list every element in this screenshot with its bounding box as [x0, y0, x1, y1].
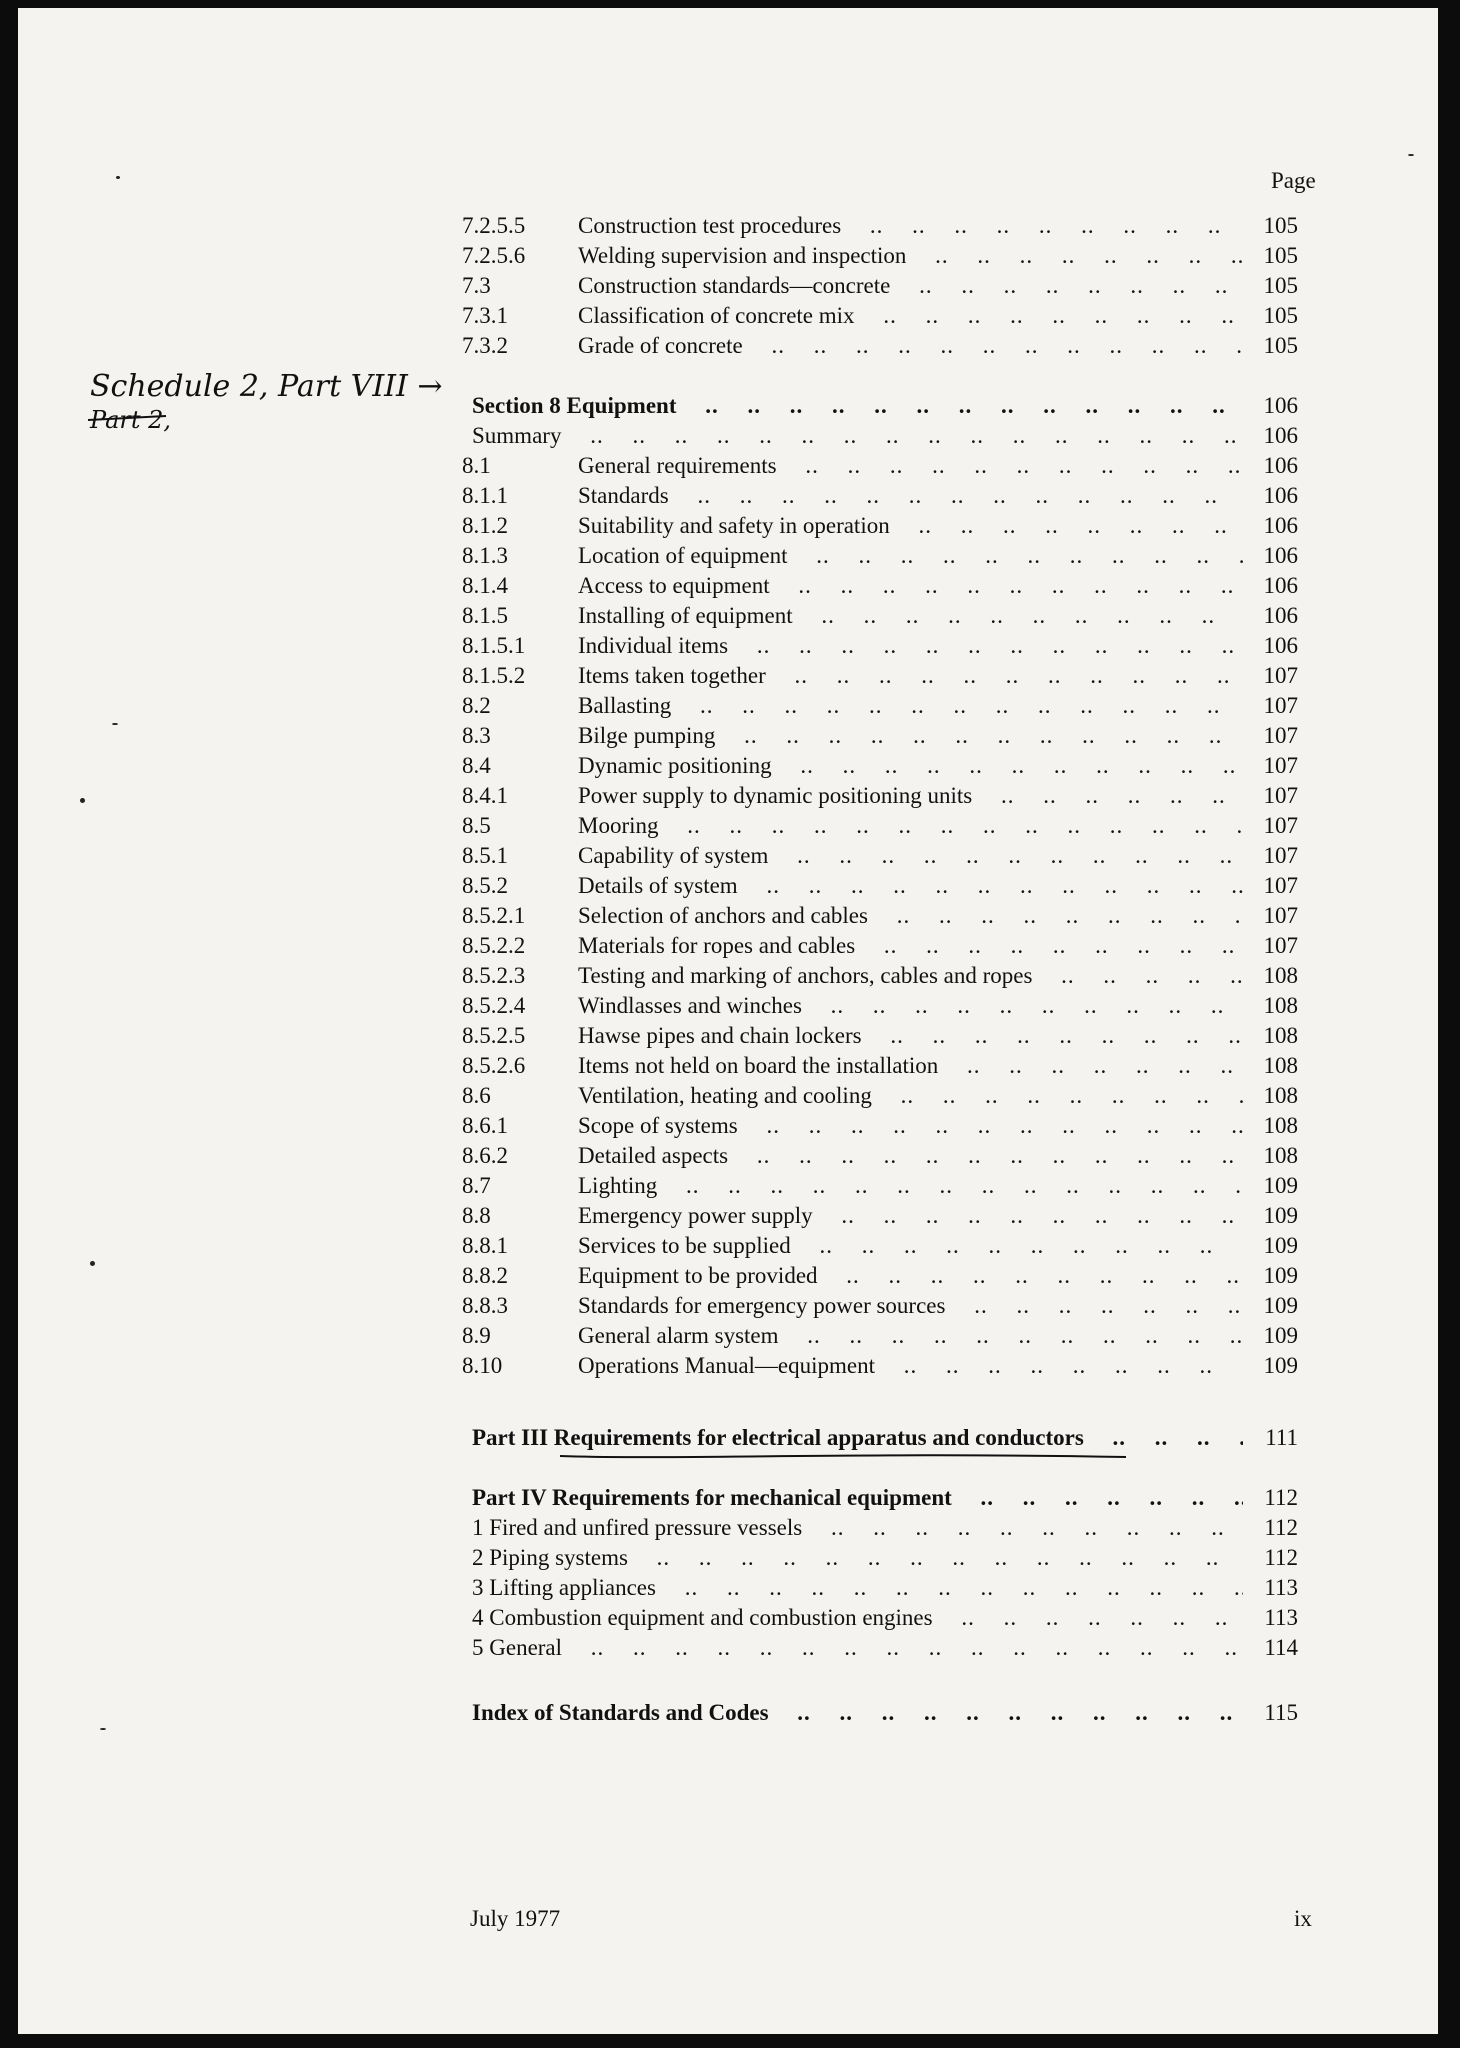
- toc-entry: 8.5.1 Capability of system .. .. 107: [18, 841, 1438, 871]
- toc-entry: 8.8.2 Equipment to be provided .. .. 109: [18, 1261, 1438, 1291]
- scan-speck: [90, 1261, 95, 1266]
- toc-entry: 8.5.2.5 Hawse pipes and chain lockers .. .. 108: [18, 1021, 1438, 1051]
- toc-entry: 8.1.5 Installing of equipment .. .. 106: [18, 601, 1438, 631]
- document-page: [18, 8, 1438, 2034]
- scan-speck: [100, 1728, 106, 1730]
- toc-entry: 7.3.1 Classification of concrete mix .. .. 105: [18, 301, 1438, 331]
- toc-entry: 7.2.5.6 Welding supervision and inspection .. .. 105: [18, 241, 1438, 271]
- scan-speck: [80, 798, 85, 803]
- page-column-header: Page: [1271, 168, 1316, 193]
- toc-entry: 8.8.3 Standards for emergency power sources .. .. 109: [18, 1291, 1438, 1321]
- toc-entry: 8.6 Ventilation, heating and cooling .. .. 108: [18, 1081, 1438, 1111]
- toc-entry: 8.5 Mooring .. .. 107: [18, 811, 1438, 841]
- toc-entry: 8.6.1 Scope of systems .. .. 108: [18, 1111, 1438, 1141]
- crossed-out-note-text: Part 2,: [90, 406, 172, 434]
- toc-entry: 8.7 Lighting .. .. 109: [18, 1171, 1438, 1201]
- footer-date: July 1977: [470, 1906, 561, 1931]
- scan-speck: [1408, 154, 1414, 156]
- toc-entry: 8.1.5.2 Items taken together .. .. 107: [18, 661, 1438, 691]
- toc-entry: 5 General .. .. 114: [18, 1633, 1438, 1663]
- toc-entry: 8.1.4 Access to equipment .. .. 106: [18, 571, 1438, 601]
- toc-entry: 8.5.2.6 Items not held on board the installation .. .. 108: [18, 1051, 1438, 1081]
- toc-entry: Summary .. .. 106: [18, 421, 1438, 451]
- toc-entry: 8.5.2.1 Selection of anchors and cables .. .. 107: [18, 901, 1438, 931]
- toc-entry: 1 Fired and unfired pressure vessels .. .. 112: [18, 1513, 1438, 1543]
- toc-part-heading: Part III Requirements for electrical apparatus and conductors .. .. 111: [18, 1423, 1438, 1453]
- toc-entry: 8.3 Bilge pumping .. .. 107: [18, 721, 1438, 751]
- toc-entry: 8.8 Emergency power supply .. .. 109: [18, 1201, 1438, 1231]
- scan-speck: [116, 176, 120, 179]
- toc-entry: 8.5.2.2 Materials for ropes and cables .. .. 107: [18, 931, 1438, 961]
- handwritten-underline: [558, 1448, 1128, 1462]
- toc-part-heading: Part IV Requirements for mechanical equipment .. .. 112: [18, 1483, 1438, 1513]
- handwritten-note-text: Schedule 2, Part VIII →: [90, 369, 443, 404]
- toc-index-heading: Index of Standards and Codes .. .. 115: [18, 1698, 1438, 1728]
- toc-entry: 8.1.5.1 Individual items .. .. 106: [18, 631, 1438, 661]
- toc-entry: 7.2.5.5 Construction test procedures .. .. 105: [18, 211, 1438, 241]
- toc-entry: 8.1.3 Location of equipment .. .. 106: [18, 541, 1438, 571]
- handwritten-annotation: [88, 366, 468, 446]
- toc-entry: 8.1.1 Standards .. .. 106: [18, 481, 1438, 511]
- toc-section-heading: Section 8 Equipment .. .. 106: [18, 391, 1438, 421]
- toc-entry: 8.9 General alarm system .. .. 109: [18, 1321, 1438, 1351]
- toc-entry: 7.3 Construction standards—concrete .. .. 105: [18, 271, 1438, 301]
- toc-entry: 8.1 General requirements .. .. 106: [18, 451, 1438, 481]
- toc-entry: 4 Combustion equipment and combustion engines .. .. 113: [18, 1603, 1438, 1633]
- toc-entry: 8.10 Operations Manual—equipment .. .. 109: [18, 1351, 1438, 1381]
- toc-entry: 8.5.2.3 Testing and marking of anchors, cables and ropes .. .. 108: [18, 961, 1438, 991]
- toc-entry: 8.4 Dynamic positioning .. .. 107: [18, 751, 1438, 781]
- toc-entry: 7.3.2 Grade of concrete .. .. 105: [18, 331, 1438, 361]
- toc-entry: 2 Piping systems .. .. 112: [18, 1543, 1438, 1573]
- toc-entry: 8.5.2 Details of system .. .. 107: [18, 871, 1438, 901]
- toc-entry: 8.8.1 Services to be supplied .. .. 109: [18, 1231, 1438, 1261]
- toc-entry: 8.4.1 Power supply to dynamic positioning units .. .. 107: [18, 781, 1438, 811]
- scan-speck: [112, 723, 118, 725]
- toc-entry: 8.2 Ballasting .. .. 107: [18, 691, 1438, 721]
- toc-entry: 3 Lifting appliances .. .. 113: [18, 1573, 1438, 1603]
- toc-entry: 8.5.2.4 Windlasses and winches .. .. 108: [18, 991, 1438, 1021]
- footer-page-number: ix: [1294, 1906, 1312, 1931]
- toc-entry: 8.6.2 Detailed aspects .. .. 108: [18, 1141, 1438, 1171]
- toc-entry: 8.1.2 Suitability and safety in operation .. .. 106: [18, 511, 1438, 541]
